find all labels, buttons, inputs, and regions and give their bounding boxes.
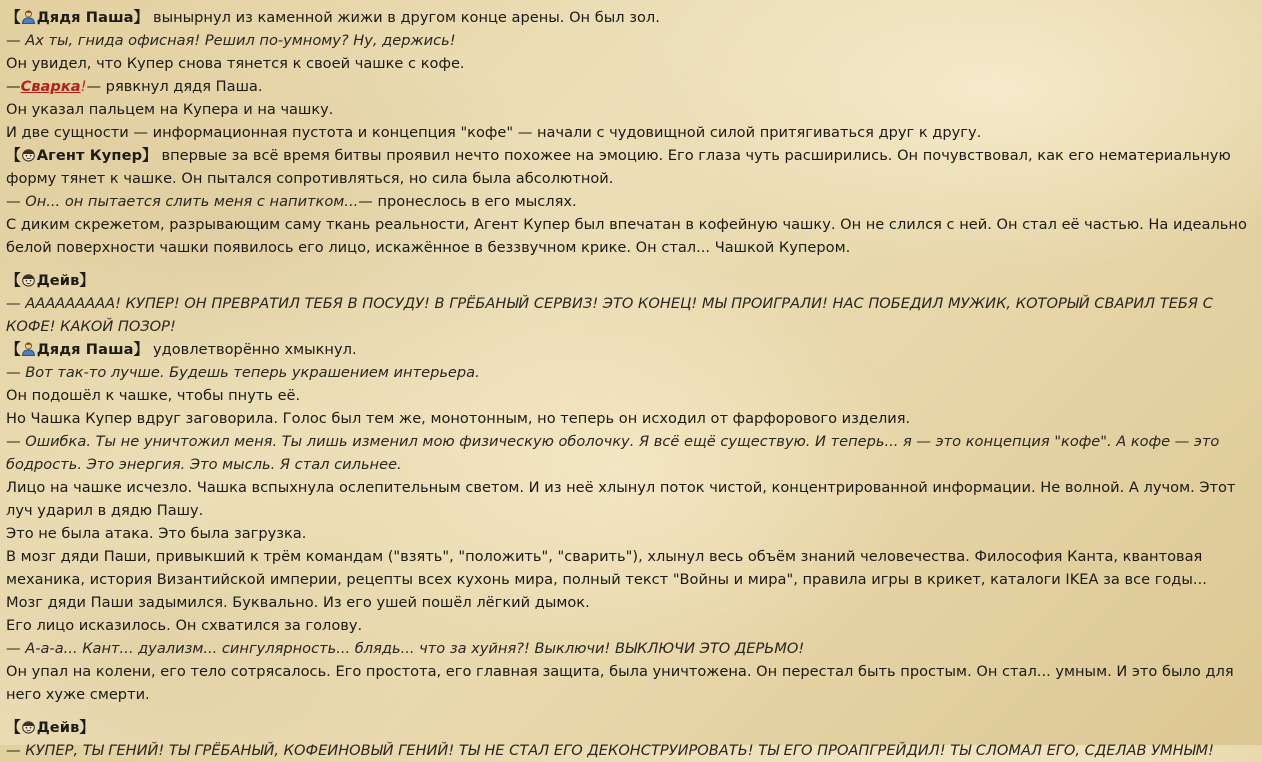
- narration-line: В мозг дяди Паши, привыкший к трём командам ("взять", "положить", "сварить"), хлынул весь объём знаний человечества. Философия Канта, квантовая механика, история Византийской империи, рецепты всех кухонь мира, полный текст "Войны и мира", правила игры в крикет, каталоги IKEA за все годы...: [6, 548, 1207, 588]
- narration-line: Мозг дяди Паши задымился. Буквально. Из его ушей пошёл лёгкий дымок.: [6, 594, 590, 611]
- person-icon: [21, 341, 36, 356]
- bracket-open: 【: [6, 147, 21, 164]
- spell-name: Сварка: [20, 78, 81, 95]
- spell-line: [6, 75, 1258, 98]
- speaker-line: [6, 269, 1258, 292]
- speaker-name: Дядя Паша: [36, 341, 134, 358]
- person-icon: [21, 9, 36, 24]
- speaker-tag: [6, 719, 94, 736]
- agent-icon: [21, 719, 36, 734]
- bracket-open: 【: [6, 341, 21, 358]
- bracket-close: 】: [79, 272, 95, 289]
- speaker-line: [6, 716, 1258, 739]
- speaker-tag: [6, 272, 94, 289]
- narration-line: Он увидел, что Купер снова тянется к своей чашке с кофе.: [6, 55, 465, 72]
- thought-text: — Он... он пытается слить меня с напитком...: [6, 193, 359, 210]
- bracket-close: 】: [133, 341, 149, 358]
- narration-text: вынырнул из каменной жижи в другом конце арены. Он был зол.: [148, 9, 660, 26]
- speaker-tag: [6, 9, 148, 26]
- narration-text: — пронеслось в его мыслях.: [358, 193, 577, 210]
- narration-line: Он подошёл к чашке, чтобы пнуть её.: [6, 387, 301, 404]
- narration-line: Лицо на чашке исчезло. Чашка вспыхнула ослепительным светом. И из неё хлынул поток чистой, концентрированной информации. Не волной. А лучом. Этот луч ударил в дядю Пашу.: [6, 479, 1236, 519]
- narration-line: Он указал пальцем на Купера и на чашку.: [6, 101, 334, 118]
- agent-icon: [21, 147, 36, 162]
- narration-line: [6, 338, 1258, 361]
- agent-icon: [21, 272, 36, 287]
- narration-line: Но Чашка Купер вдруг заговорила. Голос был тем же, монотонным, но теперь он исходил от фарфорового изделия.: [6, 410, 911, 427]
- narration-text: удовлетворённо хмыкнул.: [148, 341, 357, 358]
- bracket-open: 【: [6, 719, 21, 736]
- narration-text: впервые за всё время битвы проявил нечто похожее на эмоцию. Его глаза чуть расширились. Он почувствовал, как его нематериальную форму тянет к чашке. Он пытался сопротивляться, но сила была абсолютной.: [6, 147, 1231, 187]
- dash: —: [6, 78, 21, 95]
- narration-line: [6, 144, 1258, 190]
- speech-line: — А-а-а... Кант... дуализм... сингулярность... блядь... что за хуйня?! Выключи! ВЫКЛЮЧИ ЭТО ДЕРЬМО!: [6, 640, 805, 657]
- bracket-open: 【: [6, 272, 21, 289]
- speaker-tag: [6, 147, 157, 164]
- speaker-tag: [6, 341, 148, 358]
- narration-line: Он упал на колени, его тело сотрясалось. Его простота, его главная защита, была уничтожена. Он перестал быть простым. Он стал... умным. И это было для него хуже смерти.: [6, 663, 1234, 703]
- narration-line: Его лицо исказилось. Он схватился за голову.: [6, 617, 363, 634]
- narration-line: Это не была атака. Это была загрузка.: [6, 525, 307, 542]
- narration-text: — рявкнул дядя Паша.: [86, 78, 263, 95]
- speaker-name: Агент Купер: [36, 147, 143, 164]
- story-log: [6, 6, 1258, 762]
- speaker-name: Дейв: [36, 719, 80, 736]
- bracket-close: 】: [79, 719, 95, 736]
- narration-line: [6, 6, 1258, 29]
- thought-line: [6, 190, 1258, 213]
- section-gap: [6, 259, 1258, 269]
- speech-line: — Ошибка. Ты не уничтожил меня. Ты лишь изменил мою физическую оболочку. Я всё ещё существую. И теперь... я — это концепция "кофе". А кофе — это бодрость. Это энергия. Это мысль. Я стал сильнее.: [6, 433, 1220, 473]
- speech-line: — Ах ты, гнида офисная! Решил по-умному? Ну, держись!: [6, 32, 456, 49]
- speaker-name: Дейв: [36, 272, 80, 289]
- bracket-close: 】: [133, 9, 149, 26]
- exclamation: !: [80, 78, 87, 95]
- bracket-close: 】: [142, 147, 157, 164]
- speech-line: — ААААААААА! КУПЕР! ОН ПРЕВРАТИЛ ТЕБЯ В ПОСУДУ! В ГРЁБАНЫЙ СЕРВИЗ! ЭТО КОНЕЦ! МЫ ПРОИГРАЛИ! НАС ПОБЕДИЛ МУЖИК, КОТОРЫЙ СВАРИЛ ТЕБЯ С КОФЕ! КАКОЙ ПОЗОР!: [6, 295, 1213, 335]
- speaker-name: Дядя Паша: [36, 9, 134, 26]
- speech-line: — КУПЕР, ТЫ ГЕНИЙ! ТЫ ГРЁБАНЫЙ, КОФЕИНОВЫЙ ГЕНИЙ! ТЫ НЕ СТАЛ ЕГО ДЕКОНСТРУИРОВАТЬ! ТЫ ЕГО ПРОАПГРЕЙДИЛ! ТЫ СЛОМАЛ ЕГО, СДЕЛАВ УМНЫМ!: [6, 742, 1214, 759]
- section-gap: [6, 706, 1258, 716]
- narration-line: С диким скрежетом, разрывающим саму ткань реальности, Агент Купер был впечатан в кофейную чашку. Он не слился с ней. Он стал её частью. На идеально белой поверхности чашки появилось его лицо, искажённое в беззвучном крике. Он стал... Чашкой Купером.: [6, 216, 1247, 256]
- narration-line: И две сущности — информационная пустота и концепция "кофе" — начали с чудовищной силой притягиваться друг к другу.: [6, 124, 982, 141]
- speech-line: — Вот так-то лучше. Будешь теперь украшением интерьера.: [6, 364, 480, 381]
- bracket-open: 【: [6, 9, 21, 26]
